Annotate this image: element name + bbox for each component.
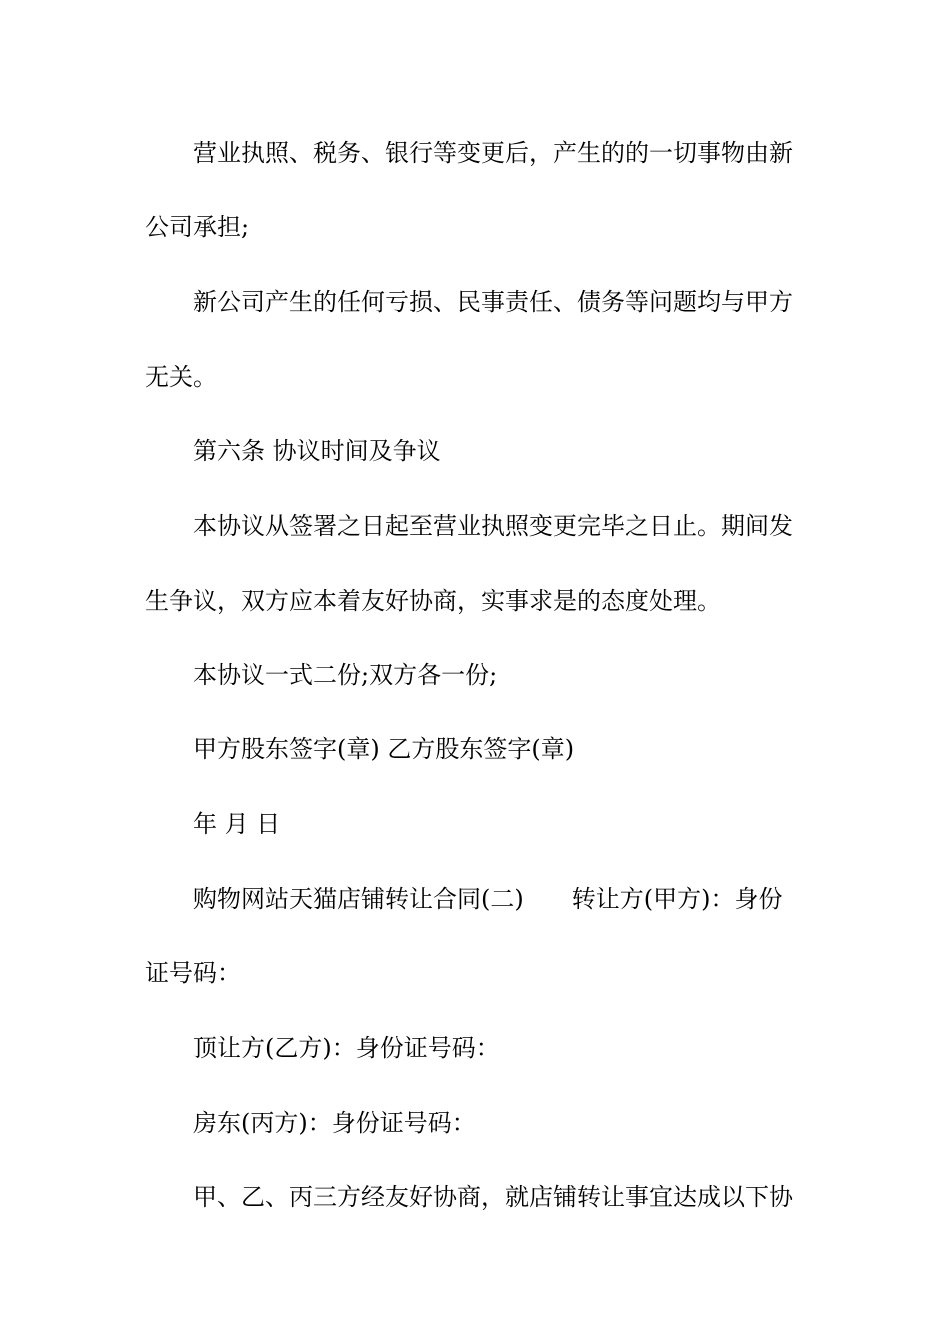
transferee-line: 顶让方(乙方)：身份证号码： [193,1034,500,1062]
paragraph-line: 本协议从签署之日起至营业执照变更完毕之日止。期间发 [193,512,793,540]
transferor-label: 转让方(甲方)：身份 [571,885,783,913]
paragraph-line: 本协议一式二份;双方各一份; [193,661,498,689]
contract-title-line [193,884,810,914]
paragraph-line: 无关。 [145,363,217,391]
paragraph-line: 公司承担; [145,213,250,241]
date-line: 年 月 日 [193,810,281,838]
article-heading: 第六条 协议时间及争议 [193,437,441,465]
paragraph-line: 新公司产生的任何亏损、民事责任、债务等问题均与甲方 [193,288,793,316]
signature-line: 甲方股东签字(章) 乙方股东签字(章) [193,735,575,763]
paragraph-line: 甲、乙、丙三方经友好协商，就店铺转让事宜达成以下协 [193,1183,793,1211]
paragraph-line: 证号码： [145,959,241,987]
contract-title: 购物网站天猫店铺转让合同(二) [193,885,524,913]
landlord-line: 房东(丙方)：身份证号码： [193,1109,476,1137]
paragraph-line: 生争议，双方应本着友好协商，实事求是的态度处理。 [145,587,721,615]
paragraph-line: 营业执照、税务、银行等变更后，产生的的一切事物由新 [193,139,793,167]
